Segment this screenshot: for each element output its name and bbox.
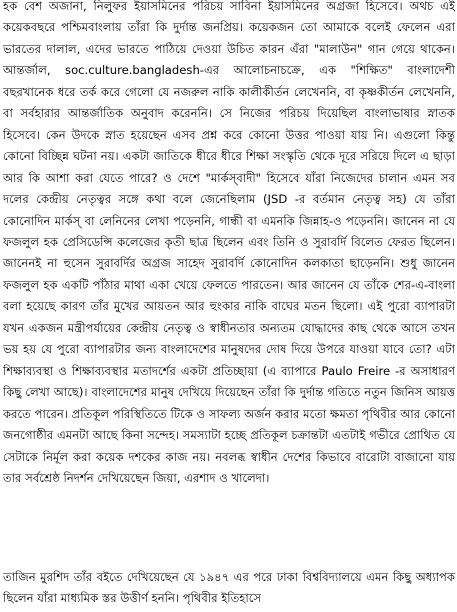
body-paragraph: হক বেশ অজানা, নিলুফর ইয়াসমিনের পরিচয় সাবিনা ইয়াসমিনের অগ্রজা হিসেবে। অথচ এই কয়েকবছরে পশ্চিমবাংলায় তাঁরা কি দুর্দান্ত জনপ্রিয়। কয়েকজন তো আমাকে বলেই ফেলেন এরা ভারতের দালাল, এদের ভারতে পাঠিয়ে দেওয়া উচিত কারন এঁরা "মালাউন" গান গেয়ে থাকেন। আন্তর্জাল, soc.culture.bangladesh-এর আলোচনাচক্রে, এক "শিক্ষিত" বাংলাদেশী বছরখানেক ধরে তর্ক করে গেলো যে নজরুল নাকি কালীকীর্তন লেখেননি, বা কৃষ্ণকীর্তন লেখেননি, বা সর্বহারার আন্তর্জাতিক অনুবাদ করেননি। সে নিজের পরিচয় দিয়েছিল বাংলাভাষার স্নাতক হিসেবে। কেন উদকে স্নাত হয়েছেন এসব প্রশ্ন করে কোনো উত্তর পাওয়া যায় নি। এগুলো কিন্তু কোনো বিচ্ছিন্ন ঘটনা নয়। একটা জাতিকে ধীরে ধীরে শিক্ষা সংস্কৃতি থেকে দূরে সরিয়ে দিলে এ ছাড়া আর কি আশা করা যেতে পারে? ও দেশে "মার্কস্‌বাদী" হিসেবে যাঁরা নিজেদের চালান এমন সব দলের কেন্দ্রীয় নেতৃত্বর সঙ্গে কথা বলে জেনেছিলাম (JSD -র বর্তমান নেতৃত্ব সহ) যে তাঁরা কোনোদিন মার্কস্‌ বা লেনিনের লেখা পড়েননি, গান্ধী বা এমনকি জিন্নাহ-ও পড়েননি। জানেন না যে ফজলুল হক প্রেসিডেন্সি কলেজের কৃতী ছাত্র ছিলেন এবং তিনি ও সুরাবর্দি বিলেত ফেরত ছিলেন। জানেনই না হুসেন সুরাবর্দির অগ্রজ সাহেদ সুরাবর্দি কোনোদিন কলকাতা ছাড়েননি। শুধু জানেন ফজলুল হক একটি পাঁঠার মাথা একা খেয়ে ফেলতে পারতেন। আর জানেন যে তাঁকে শের-এ-বাংলা বলা হয়েছে কারণ তাঁর মুখের আয়তন আর হুংকার নাকি বাঘের মতন ছিলো। এই পুরো ব্যাপারটা যখন একজন মন্ত্রীপর্যায়ের কেন্দ্রীয় নেতৃত্ব ও স্বাধীনতার অন্যতম যোদ্ধাদের কাছ থেকে আসে তখন ভয় হয় যে পুরো ব্যাপারটার জন্য বাংলাদেশের মানুষদের দোষ দিয়ে উপরে যাওয়া যাবে তো? এটা শিক্ষাব্যবস্থা ও শিক্ষাব্যবস্থার মতাদর্শের একটা প্রতিচ্ছায়া (এ ব্যাপারে Paulo Freire -র অসাধারণ কিছু লেখা আছে)। বাংলাদেশের মানুষ দেখিয়ে দিয়েছেন তাঁরা কি দুর্দান্ত গতিতে নতুন জিনিস আয়ত্ত করতে পারেন। প্রতিকূল পরিস্থিতিতে টিকে ও সাফল্য অর্জন করার মতো ক্ষমতা পৃথিবীর আর কোনো জনগোষ্ঠীর এমনটা আছে কিনা সন্দেহ। সমস্যাটা হচ্ছে প্রতিকূল চক্রান্তটা এতটাই গভীরে প্রোথিত যে সেটাকে নির্মূল করা কয়েক দশকের কাজ নয়। নবলব্ধ স্বাধীন দেশের কিভাবে বারোটা বাজানো যায় তার সর্বশ্রেষ্ঠ নিদর্শন দেখিয়েছেন জিয়া, এরশাদ ও খালেদা।	[3, 0, 455, 485]
body-paragraph: তাজিন মুরশিদ তাঁর বইতে দেখিয়েছেন যে ১৯৪৭ এর পরে ঢাকা বিশ্ববিদ্যালয়ে এমন কিছু অধ্যাপক ছিলেন যাঁরা মাধ্যমিক স্তর উত্তীর্ণ হননি। পৃথিবীর ইতিহাসে	[3, 570, 455, 606]
